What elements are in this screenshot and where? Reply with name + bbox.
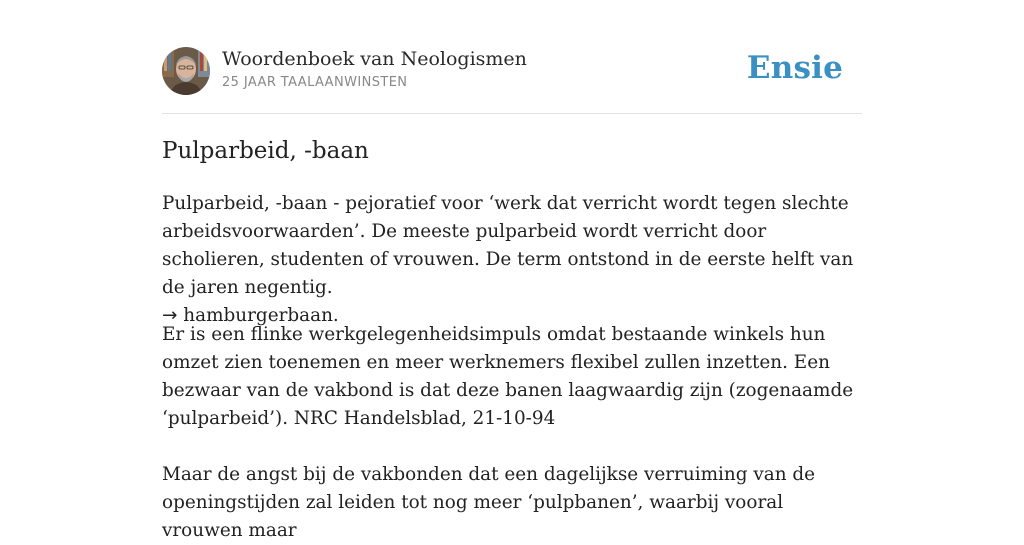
entry-title: Pulparbeid, -baan xyxy=(162,138,369,164)
header-divider xyxy=(162,113,862,114)
author-portrait-icon xyxy=(162,47,210,95)
quote-paragraph-1: Er is een flinke werkgelegenheidsimpuls omdat bestaande winkels hun omzet zien toenemen en meer werknemers flexibel zullen inzetten. Een bezwaar van de vakbond is dat deze banen laagwaardig zijn (zogenaamde ‘pulparbeid’). NRC Handelsblad, 21-10-94 xyxy=(162,324,854,429)
site-header xyxy=(162,47,862,97)
see-also-link[interactable]: hamburgerbaan. xyxy=(183,305,339,326)
author-avatar[interactable] xyxy=(162,47,210,95)
entry-definition xyxy=(162,190,867,330)
ensie-logo[interactable]: Ensie xyxy=(746,50,843,86)
definition-text: Pulparbeid, -baan - pejoratief voor ‘werk dat verricht wordt tegen slechte arbeidsvoorwaarden’. De meeste pulparbeid wordt verricht door scholieren, studenten of vrouwen. De term ontstond in de eerste helft van de jaren negentig. xyxy=(162,193,854,298)
see-also-arrow-icon: → xyxy=(162,305,178,326)
quote-paragraph-2: Maar de angst bij de vakbonden dat een dagelijkse verruiming van de openingstijden zal leiden tot nog meer ‘pulpbanen’, waarbij vooral vrouwen maar xyxy=(162,464,816,541)
site-subtitle: 25 JAAR TAALAANWINSTEN xyxy=(222,75,408,90)
site-title[interactable]: Woordenboek van Neologismen xyxy=(222,48,527,70)
